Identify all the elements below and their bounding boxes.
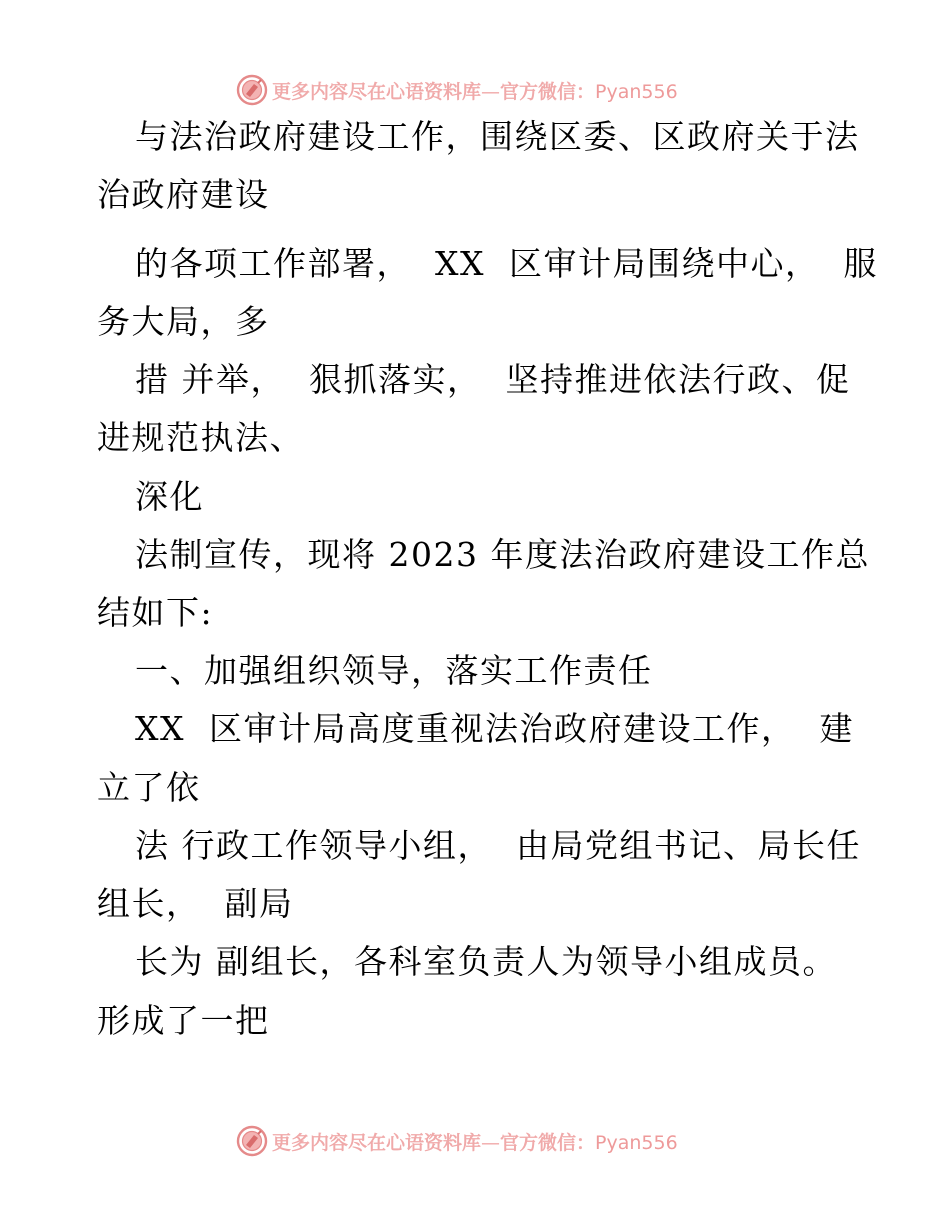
text-line: 治政府建设 (97, 175, 270, 214)
text-line: 的各项工作部署， XX 区审计局围绕中心， 服 (135, 244, 878, 283)
text-line: 法制宣传，现将 2023 年度法治政府建设工作总 (135, 535, 870, 574)
watermark-footer (236, 1124, 678, 1158)
text-line: 组长， 副局 (97, 884, 294, 923)
red-seal-logo-icon (236, 1125, 268, 1157)
watermark-handle: Pyan556 (595, 1131, 678, 1154)
watermark-text (272, 77, 678, 104)
text-line: XX 区审计局高度重视法治政府建设工作， 建 (135, 709, 854, 748)
section-heading: 一、加强组织领导，落实工作责任 (135, 651, 653, 690)
watermark-handle: Pyan556 (595, 80, 678, 103)
watermark-header (236, 73, 678, 107)
watermark-brand: 更多内容尽在心语资料库 (272, 1131, 482, 1154)
text-line: 进规范执法、 (97, 418, 304, 457)
watermark-label: 官方微信： (500, 80, 596, 103)
watermark-text (272, 1128, 678, 1155)
text-line: 立了依 (97, 768, 201, 807)
text-line: 与法治政府建设工作，围绕区委、区政府关于法 (135, 117, 860, 156)
text-line: 形成了一把 (97, 1001, 270, 1040)
watermark-brand: 更多内容尽在心语资料库 (272, 80, 482, 103)
text-line: 深化 (135, 477, 204, 516)
watermark-dash: — (481, 80, 501, 103)
text-line: 结如下: (97, 593, 214, 632)
watermark-dash: — (481, 1131, 501, 1154)
watermark-label: 官方微信： (500, 1131, 596, 1154)
text-line: 长为 副组长，各科室负责人为领导小组成员。 (135, 942, 837, 981)
text-line: 措 并举， 狠抓落实， 坚持推进依法行政、促 (135, 360, 851, 399)
text-line: 法 行政工作领导小组， 由局党组书记、局长任 (135, 826, 861, 865)
text-line: 务大局，多 (97, 302, 270, 341)
red-seal-logo-icon (236, 74, 268, 106)
